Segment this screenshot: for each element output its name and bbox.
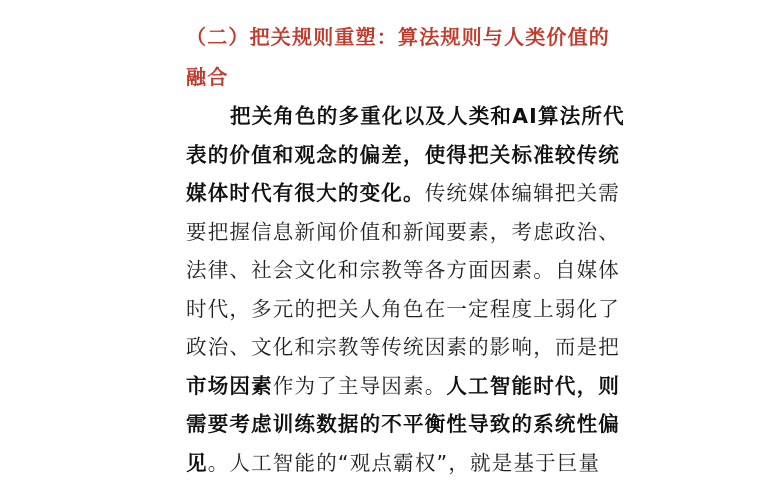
text-run: 法律、社会文化和宗教等各方面因素。自媒体: [186, 258, 620, 282]
paragraph-line: [186, 444, 636, 482]
article: [186, 17, 636, 482]
text-run: 时代，多元的把关人角色在一定程度上弱化了: [186, 297, 620, 321]
text-run: 传统媒体编辑把关需: [425, 181, 620, 205]
paragraph-line: [186, 251, 636, 290]
bold-text: 见: [186, 451, 208, 475]
paragraph-line: [186, 97, 636, 136]
section-heading-line-1: （二）把关规则重塑：算法规则与人类价值的: [186, 17, 636, 57]
paragraph-line: [186, 290, 636, 329]
bold-text: 把关角色的多重化以及人类和AI算法所代: [230, 104, 625, 128]
bold-text: 需要考虑训练数据的不平衡性导致的系统性偏: [186, 412, 620, 436]
bold-text: 人工智能时代，则: [446, 374, 620, 398]
bold-text: 市场因素: [186, 374, 273, 398]
bold-text: 表的价值和观念的偏差，使得把关标准较传统: [186, 143, 620, 167]
text-run: 作为了主导因素。: [273, 374, 447, 398]
paragraph-line: [186, 213, 636, 252]
body-paragraph: [186, 97, 636, 482]
bold-text: 媒体时代有很大的变化。: [186, 181, 425, 205]
section-heading: [186, 17, 636, 97]
paragraph-line: [186, 328, 636, 367]
text-run: 。人工智能的“观点霸权”，就是基于巨量: [208, 451, 601, 475]
paragraph-line: [186, 136, 636, 175]
text-run: 政治、文化和宗教等传统因素的影响，而是把: [186, 335, 620, 359]
paragraph-line: [186, 367, 636, 406]
paragraph-line: [186, 405, 636, 444]
paragraph-line: [186, 174, 636, 213]
text-run: 要把握信息新闻价值和新闻要素，考虑政治、: [186, 220, 620, 244]
section-heading-line-2: 融合: [186, 57, 636, 97]
